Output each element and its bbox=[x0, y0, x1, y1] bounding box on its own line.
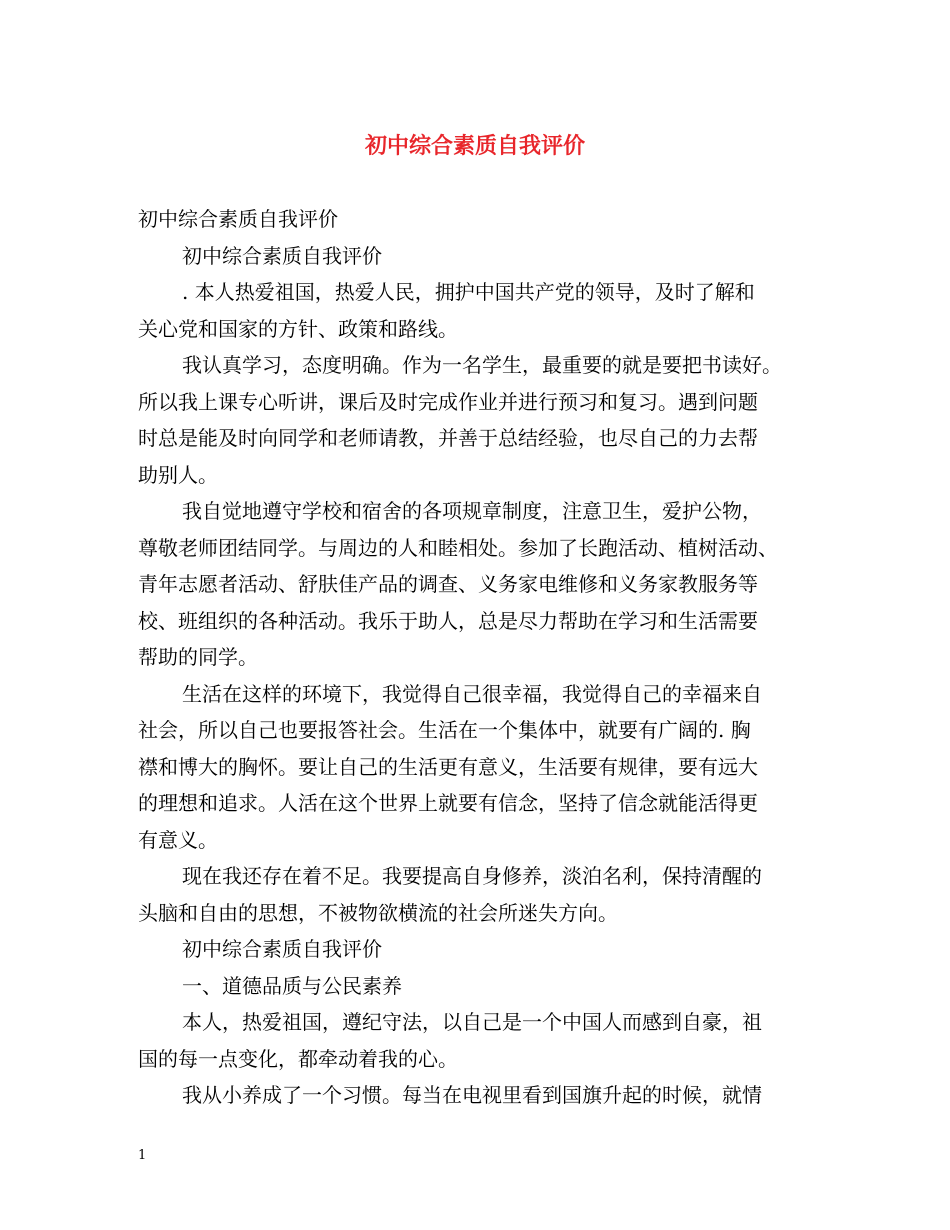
text-line: 头脑和自由的思想，不被物欲横流的社会所迷失方向。 bbox=[138, 900, 618, 925]
text-line: 助别人。 bbox=[138, 462, 218, 487]
text-line: 有意义。 bbox=[138, 827, 218, 852]
document-title: 初中综合素质自我评价 bbox=[364, 133, 585, 159]
text-line: 关心党和国家的方针、政策和路线。 bbox=[138, 316, 458, 341]
page-number: 1 bbox=[138, 1148, 147, 1163]
text-line: 一、道德品质与公民素养 bbox=[182, 973, 402, 998]
text-line: 社会，所以自己也要报答社会。生活在一个集体中，就要有广阔的. 胸 bbox=[138, 718, 751, 742]
text-line: 帮助的同学。 bbox=[138, 645, 258, 669]
text-line: 我从小养成了一个习惯。每当在电视里看到国旗升起的时候，就情 bbox=[182, 1083, 762, 1107]
text-line: . 本人热爱祖国，热爱人民，拥护中国共产党的领导，及时了解和 bbox=[182, 280, 755, 304]
text-line: 初中综合素质自我评价 bbox=[182, 243, 382, 268]
text-line: 现在我还存在着不足。我要提高自身修养，淡泊名利，保持清醒的 bbox=[182, 864, 762, 888]
text-line: 所以我上课专心听讲，课后及时完成作业并进行预习和复习。遇到问题 bbox=[138, 389, 758, 414]
text-line: 校、班组织的各种活动。我乐于助人，总是尽力帮助在学习和生活需要 bbox=[138, 608, 758, 633]
text-line: 国的每一点变化，都牵动着我的心。 bbox=[138, 1046, 458, 1071]
text-line: 本人，热爱祖国，遵纪守法，以自己是一个中国人而感到自豪，祖 bbox=[182, 1010, 762, 1034]
text-line: 时总是能及时向同学和老师请教，并善于总结经验，也尽自己的力去帮 bbox=[138, 426, 758, 450]
text-line: 襟和博大的胸怀。要让自己的生活更有意义，生活要有规律，要有远大 bbox=[138, 754, 758, 779]
text-line: 生活在这样的环境下，我觉得自己很幸福，我觉得自己的幸福来自 bbox=[182, 681, 762, 706]
text-line: 我认真学习，态度明确。作为一名学生，最重要的就是要把书读好。 bbox=[182, 353, 782, 377]
text-line: 尊敬老师团结同学。与周边的人和睦相处。参加了长跑活动、植树活动、 bbox=[138, 535, 778, 560]
text-line: 青年志愿者活动、舒肤佳产品的调查、义务家电维修和义务家教服务等 bbox=[138, 572, 758, 596]
text-line: 初中综合素质自我评价 bbox=[182, 937, 382, 961]
document-body bbox=[138, 201, 815, 1114]
text-line: 我自觉地遵守学校和宿舍的各项规章制度，注意卫生，爱护公物， bbox=[182, 499, 762, 523]
text-line: 初中综合素质自我评价 bbox=[138, 207, 338, 231]
text-line: 的理想和追求。人活在这个世界上就要有信念，坚持了信念就能活得更 bbox=[138, 791, 758, 815]
